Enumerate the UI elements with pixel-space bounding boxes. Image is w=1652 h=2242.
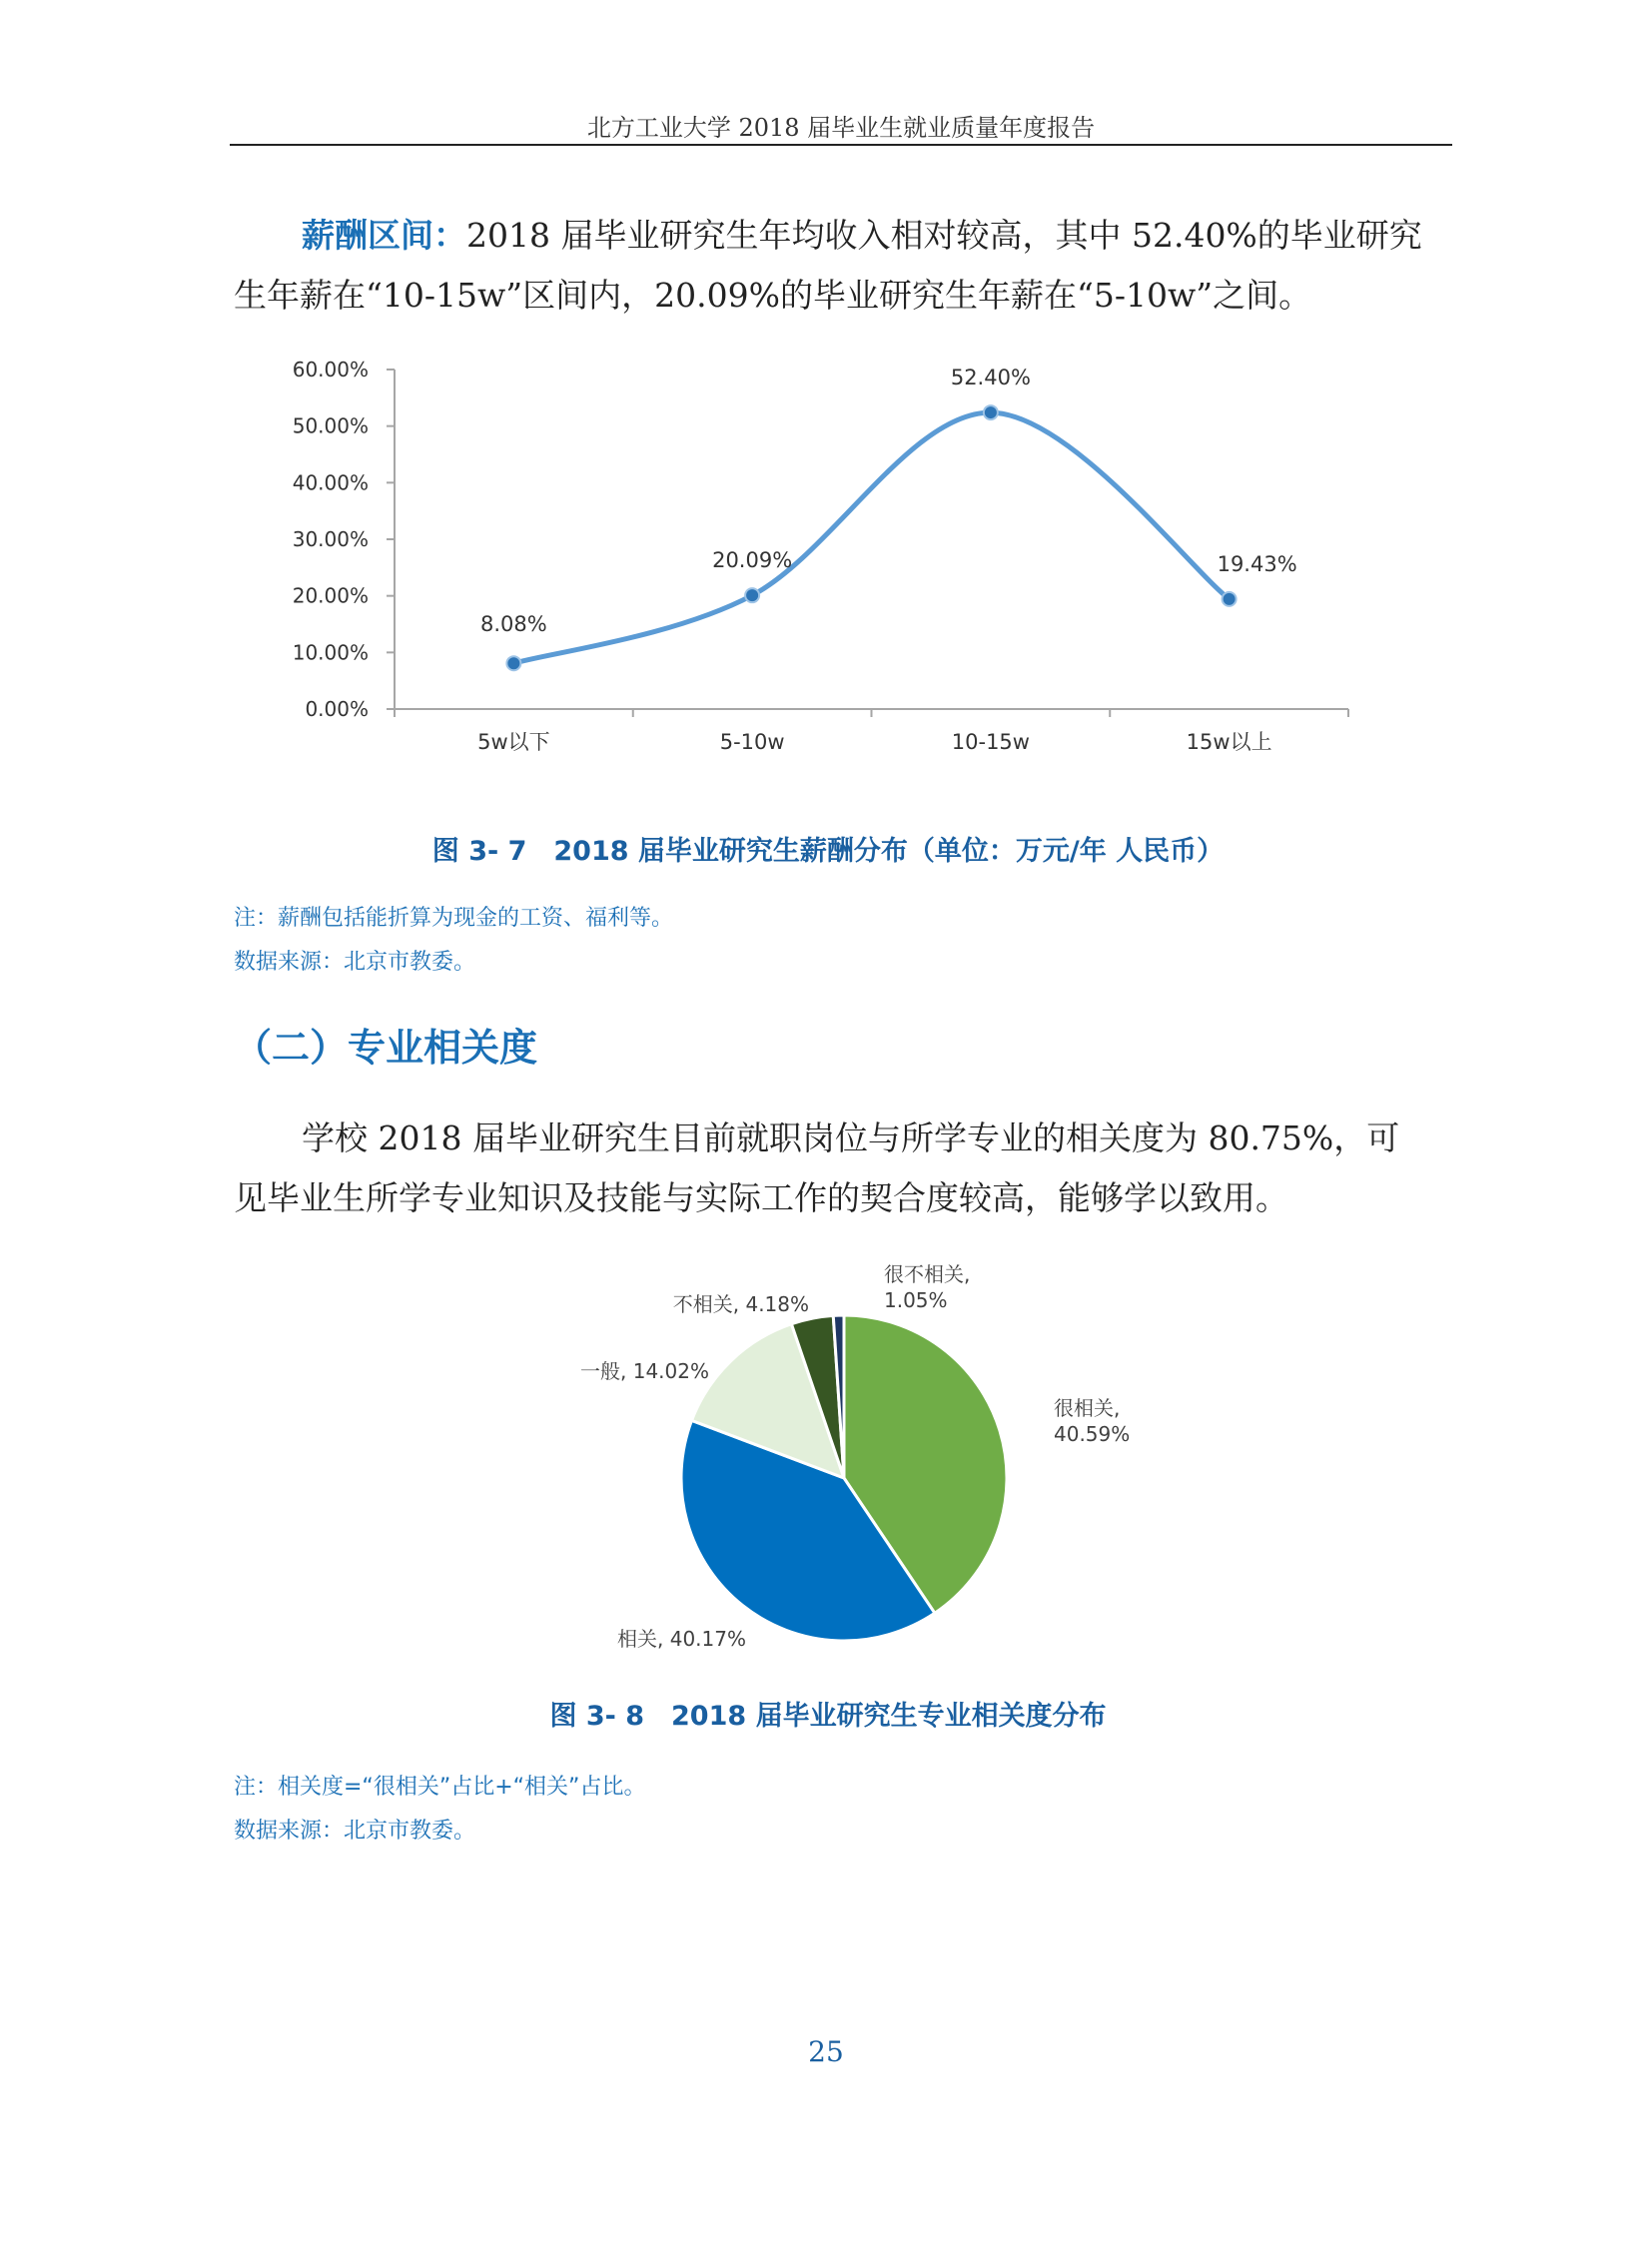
salary-line-chart	[260, 350, 1368, 779]
relevance-pie-chart	[539, 1253, 1159, 1683]
relevance-source: 数据来源：北京市教委。	[234, 1819, 476, 1844]
pie-label: 不相关, 4.18%	[672, 1292, 809, 1316]
section-title: （二）专业相关度	[234, 1026, 538, 1070]
page-number: 25	[808, 2035, 844, 2068]
salary-note: 注：薪酬包括能折算为现金的工资、福利等。	[234, 906, 674, 931]
x-tick-label: 5w以下	[477, 730, 550, 754]
salary-paragraph	[234, 206, 1422, 326]
y-tick-label: 40.00%	[292, 470, 369, 495]
salary-caption: 图 3- 7 2018 届毕业研究生薪酬分布（单位：万元/年 人民币）	[431, 836, 1225, 867]
pie-label: 相关, 40.17%	[617, 1627, 746, 1651]
salary-text: 2018 届毕业研究生年均收入相对较高，其中 52.40%的毕业研究生年薪在“10-15w”区间内，20.09%的毕业研究生年薪在“5-10w”之间。	[234, 216, 1422, 315]
y-tick-label: 50.00%	[292, 413, 369, 438]
x-tick-label: 15w以上	[1186, 730, 1272, 754]
data-label: 20.09%	[712, 548, 793, 573]
relevance-note: 注：相关度=“很相关”占比+“相关”占比。	[234, 1775, 646, 1800]
data-label: 52.40%	[950, 366, 1031, 390]
data-label: 19.43%	[1217, 551, 1297, 576]
header-title: 北方工业大学 2018 届毕业生就业质量年度报告	[586, 114, 1096, 142]
data-point	[745, 588, 759, 602]
relevance-caption: 图 3- 8 2018 届毕业研究生专业相关度分布	[549, 1701, 1107, 1732]
y-tick-label: 60.00%	[292, 358, 369, 381]
data-point	[506, 656, 520, 670]
y-tick-label: 30.00%	[292, 527, 369, 551]
header-divider	[230, 144, 1452, 146]
data-point	[1223, 592, 1237, 606]
y-tick-label: 20.00%	[292, 583, 369, 608]
data-label: 8.08%	[480, 612, 547, 637]
series-line	[513, 412, 1229, 663]
y-tick-label: 0.00%	[305, 697, 369, 721]
salary-source: 数据来源：北京市教委。	[234, 950, 476, 975]
pie-label: 很相关, 40.59%	[1054, 1396, 1131, 1446]
salary-lead: 薪酬区间：	[302, 216, 466, 255]
relevance-paragraph: 学校 2018 届毕业研究生目前就职岗位与所学专业的相关度为 80.75%，可见毕业生所学专业知识及技能与实际工作的契合度较高，能够学以致用。	[234, 1119, 1400, 1217]
pie-label: 一般, 14.02%	[580, 1359, 709, 1383]
pie-label: 很不相关, 1.05%	[884, 1262, 971, 1312]
x-tick-label: 10-15w	[951, 730, 1030, 754]
y-tick-label: 10.00%	[292, 640, 369, 665]
x-tick-label: 5-10w	[719, 730, 785, 754]
data-point	[984, 405, 998, 419]
